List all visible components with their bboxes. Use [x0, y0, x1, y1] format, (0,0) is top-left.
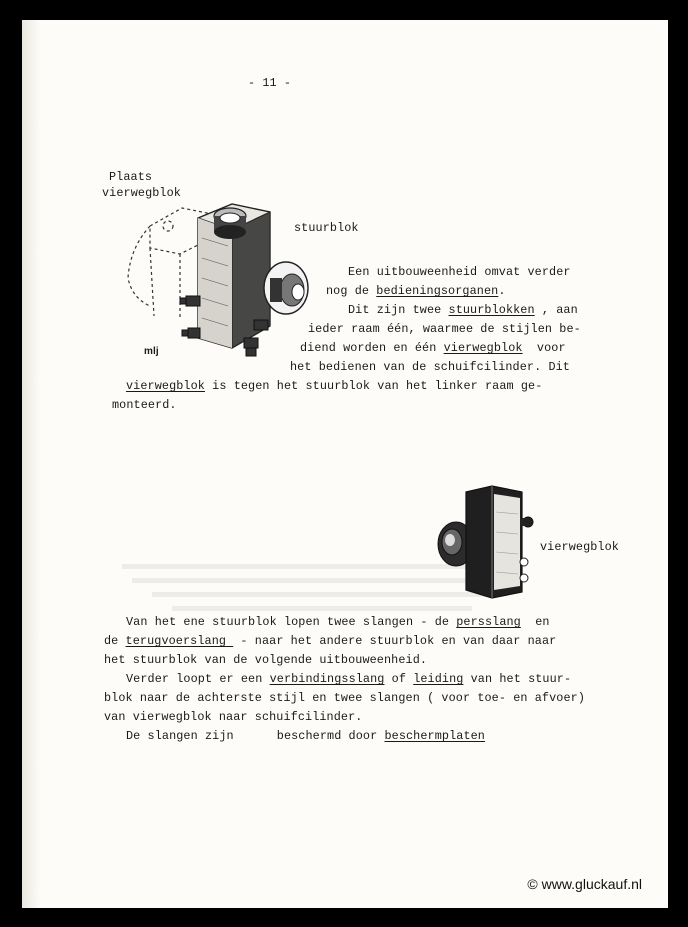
- label-mlj: mlj: [144, 346, 159, 357]
- p2-line7: De slangen zijn beschermd door beschermplaten: [126, 729, 485, 743]
- p2-line2: de terugvoerslang - naar het andere stuurblok en van daar naar: [104, 634, 557, 648]
- p2-line3: het stuurblok van de volgende uitbouweenheid.: [104, 653, 428, 667]
- p1-line7: vierwegblok is tegen het stuurblok van het linker raam ge-: [126, 379, 543, 393]
- p2-line5: blok naar de achterste stijl en twee slangen ( voor toe- en afvoer): [104, 691, 586, 705]
- p1-line1: Een uitbouweenheid omvat verder: [348, 265, 571, 279]
- p1-line4: ieder raam één, waarmee de stijlen be-: [308, 322, 581, 336]
- p1-line5: diend worden en één vierwegblok voor: [300, 341, 566, 355]
- watermark-link[interactable]: © www.gluckauf.nl: [527, 876, 642, 892]
- p1-line8: monteerd.: [112, 398, 177, 412]
- p1-line2: nog de bedieningsorganen.: [326, 284, 506, 298]
- p2-line4: Verder loopt er een verbindingsslang of leiding van het stuur-: [126, 672, 572, 686]
- page-number: - 11 -: [248, 76, 292, 90]
- p2-line1: Van het ene stuurblok lopen twee slangen - de persslang en: [126, 615, 550, 629]
- label-plaats: Plaats: [109, 170, 153, 184]
- label-plaats-vierwegblok: vierwegblok: [102, 186, 181, 200]
- p2-line6: van vierwegblok naar schuifcilinder.: [104, 710, 363, 724]
- p1-line6: het bedienen van de schuifcilinder. Dit: [290, 360, 570, 374]
- page-edge-shadow: [22, 20, 40, 908]
- vierwegblok-illustration: [430, 482, 550, 602]
- stuurblok-illustration: [120, 198, 330, 368]
- label-stuurblok: stuurblok: [294, 221, 359, 235]
- label-vierwegblok: vierwegblok: [540, 540, 619, 554]
- document-page: [22, 20, 668, 908]
- p1-line3: Dit zijn twee stuurblokken , aan: [348, 303, 578, 317]
